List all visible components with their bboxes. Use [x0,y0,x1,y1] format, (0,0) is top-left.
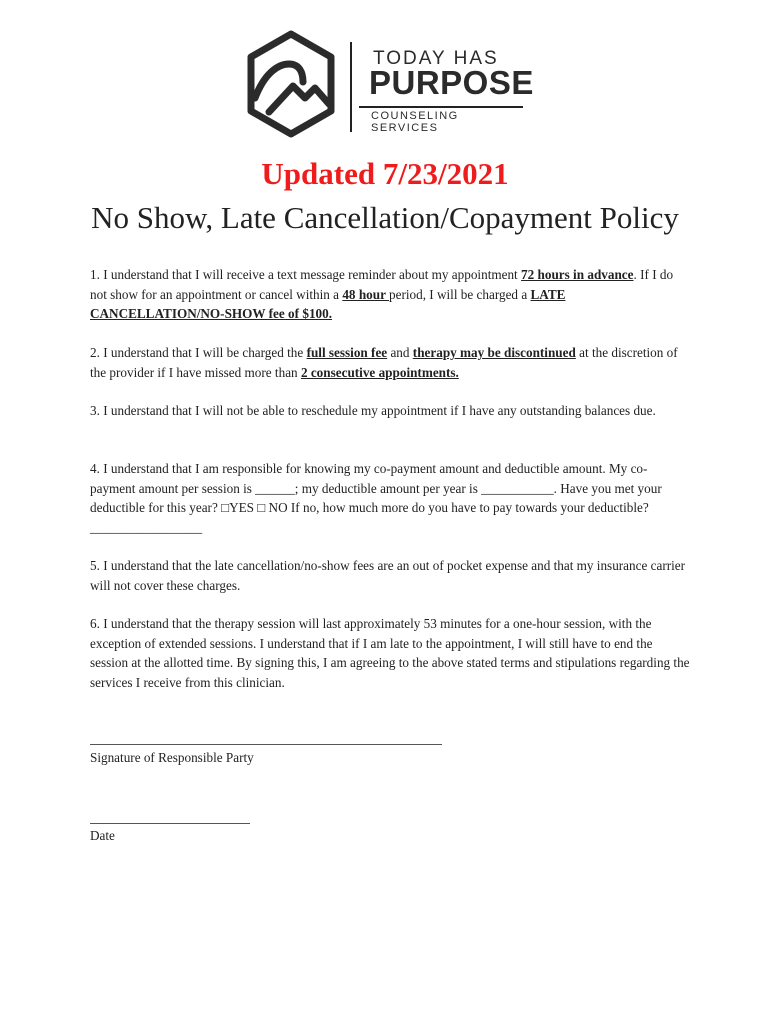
emphasis-full-session-fee: full session fee [306,345,388,360]
company-logo [245,30,534,138]
text: and [387,345,413,360]
no-checkbox[interactable]: □ [257,500,266,515]
text: at the discretion of the provider if I have missed more than [90,345,678,380]
policy-item-1 [90,265,690,324]
signature-line[interactable] [90,744,442,745]
policy-item-6: 6. I understand that the therapy session will last approximately 53 minutes for a one-hour session, with the exception of extended sessions. I understand that if I am late to the appointment, I will still have to end the session at the allotted time. By signing this, I am agreeing to the above stated terms and stipulations regarding the services I receive from this clinician. [90,616,690,690]
date-label: Date [90,828,115,843]
text: period, I will be charged a [389,286,531,302]
emphasis-therapy-discontinued: therapy may be discontinued [412,345,576,360]
yes-checkbox[interactable]: □ [221,500,230,515]
updated-date-heading: Updated 7/23/2021 [261,156,509,191]
logo-rule [359,106,523,108]
logo-text-today-has: TODAY HAS [373,48,499,69]
date-line[interactable] [90,823,250,824]
logo-divider [350,42,352,132]
policy-item-3: 3. I understand that I will not be able to reschedule my appointment if I have any outstanding balances due. [90,403,656,418]
policy-item-2 [90,343,690,382]
text: 2. I understand that I will be charged the [90,345,307,360]
policy-item-5: 5. I understand that the late cancellation/no-show fees are an out of pocket expense and that my insurance carrier will not cover these charges. [90,558,686,593]
emphasis-48-hour: 48 hour [342,286,389,302]
emphasis-consecutive: 2 consecutive appointments. [300,364,459,380]
logo-text-purpose: PURPOSE [369,64,534,101]
text: 4. I understand that I am responsible for knowing my co-payment amount and deductible amount. My co-payment amount per session is ______; my deductible amount per year is ___________. Have you met your deductible for this year? [90,461,662,515]
yes-label: YES [229,500,258,515]
text: . If I do not show for an appointment or cancel within a [90,267,674,302]
text: NO If no, how much more do you have to pay towards your deductible?_________________ [90,500,649,535]
page-title: No Show, Late Cancellation/Copayment Policy [91,200,679,235]
policy-item-4 [90,459,690,537]
logo-text-subtitle: COUNSELING SERVICES [371,110,459,134]
emphasis-72-hours: 72 hours in advance [521,267,634,282]
mountain-hexagon-icon [245,30,337,138]
emphasis-late-fee: LATE CANCELLATION/NO-SHOW fee of $100. [90,286,566,321]
signature-label: Signature of Responsible Party [90,750,254,765]
text: 1. I understand that I will receive a text message reminder about my appointment [90,267,522,282]
